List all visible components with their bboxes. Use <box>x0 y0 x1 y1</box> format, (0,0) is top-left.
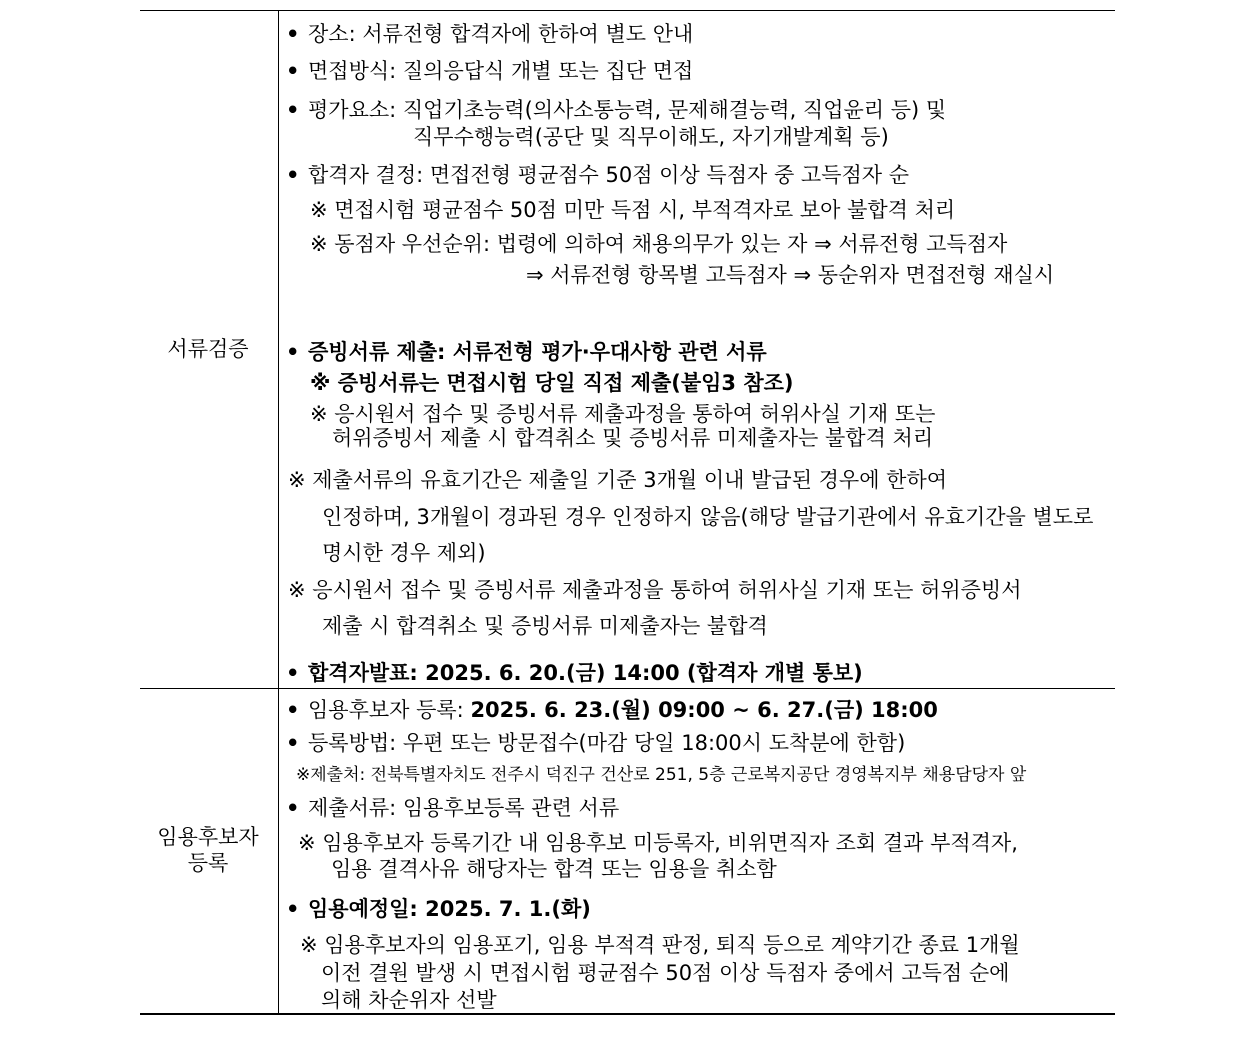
list-item: • 장소: 서류전형 합격자에 한하여 별도 안내 <box>286 22 694 46</box>
list-item: • 합격자 결정: 면접전형 평균점수 50점 이상 득점자 중 고득점자 순 <box>286 163 910 187</box>
note: ※ 면접시험 평균점수 50점 미만 득점 시, 부적격자로 보아 불합격 처리 <box>310 198 956 222</box>
bullet: • <box>286 340 300 364</box>
note: ※ 응시원서 접수 및 증빙서류 제출과정을 통하여 허위사실 기재 또는 <box>310 402 936 426</box>
note: ※ 응시원서 접수 및 증빙서류 제출과정을 통하여 허위사실 기재 또는 허위증빙서 <box>288 578 1022 602</box>
list-item: 직무수행능력(공단 및 직무이해도, 자기개발계획 등) <box>413 125 889 149</box>
list-item: • 제출서류: 임용후보등록 관련 서류 <box>286 796 620 820</box>
note: 인정하며, 3개월이 경과된 경우 인정하지 않음(해당 발급기관에서 유효기간을 별도로 <box>322 505 1094 529</box>
list-item: • 임용후보자 등록: 2025. 6. 23.(월) 09:00 ~ 6. 27.(금) 18:00 <box>286 698 938 722</box>
section-label-document-verification: 서류검증 <box>167 337 249 361</box>
bullet: • <box>286 59 300 83</box>
note: 임용 결격사유 해당자는 합격 또는 임용을 취소함 <box>331 857 777 881</box>
note: ※ 동점자 우선순위: 법령에 의하여 채용의무가 있는 자 ⇒ 서류전형 고득점자 <box>310 232 1008 256</box>
bullet: • <box>286 98 300 122</box>
list-item: • 임용예정일: 2025. 7. 1.(화) <box>286 897 591 921</box>
note: 의해 차순위자 선발 <box>321 988 497 1012</box>
list-item: • 증빙서류 제출: 서류전형 평가·우대사항 관련 서류 <box>286 340 767 364</box>
note: ※ 임용후보자의 임용포기, 임용 부적격 판정, 퇴직 등으로 계약기간 종료 1개월 <box>300 933 1020 957</box>
note: 명시한 경우 제외) <box>322 541 486 565</box>
list-item: • 면접방식: 질의응답식 개별 또는 집단 면접 <box>286 59 694 83</box>
bullet: • <box>286 897 300 921</box>
bullet: • <box>286 163 300 187</box>
note: ※ 증빙서류는 면접시험 당일 직접 제출(붙임3 참조) <box>310 371 794 395</box>
bullet: • <box>286 22 300 46</box>
list-item: • 등록방법: 우편 또는 방문접수(마감 당일 18:00시 도착분에 한함) <box>286 731 906 755</box>
bullet: • <box>286 731 300 755</box>
note: ⇒ 서류전형 항목별 고득점자 ⇒ 동순위자 면접전형 재실시 <box>526 263 1055 287</box>
note: ※제출처: 전북특별자치도 전주시 덕진구 건산로 251, 5층 근로복지공단 경영복지부 채용담당자 앞 <box>296 765 1027 785</box>
note: ※ 제출서류의 유효기간은 제출일 기준 3개월 이내 발급된 경우에 한하여 <box>288 468 948 492</box>
bullet: • <box>286 698 300 722</box>
table-bottom-border <box>140 1013 1115 1015</box>
note: 허위증빙서 제출 시 합격취소 및 증빙서류 미제출자는 불합격 처리 <box>332 426 934 450</box>
bullet: • <box>286 796 300 820</box>
list-item: • 합격자발표: 2025. 6. 20.(금) 14:00 (합격자 개별 통보) <box>286 661 863 685</box>
list-item: • 평가요소: 직업기초능력(의사소통능력, 문제해결능력, 직업윤리 등) 및 <box>286 98 947 122</box>
note: 이전 결원 발생 시 면접시험 평균점수 50점 이상 득점자 중에서 고득점 순에 <box>321 961 1010 985</box>
section-label-candidate-registration: 임용후보자 등록 <box>157 825 259 875</box>
table-top-border <box>140 10 1115 11</box>
column-divider <box>278 10 279 1015</box>
note: ※ 임용후보자 등록기간 내 임용후보 미등록자, 비위면직자 조회 결과 부적격자, <box>298 831 1018 855</box>
note: 제출 시 합격취소 및 증빙서류 미제출자는 불합격 <box>322 614 768 638</box>
row-divider <box>140 688 1115 689</box>
bullet: • <box>286 661 300 685</box>
